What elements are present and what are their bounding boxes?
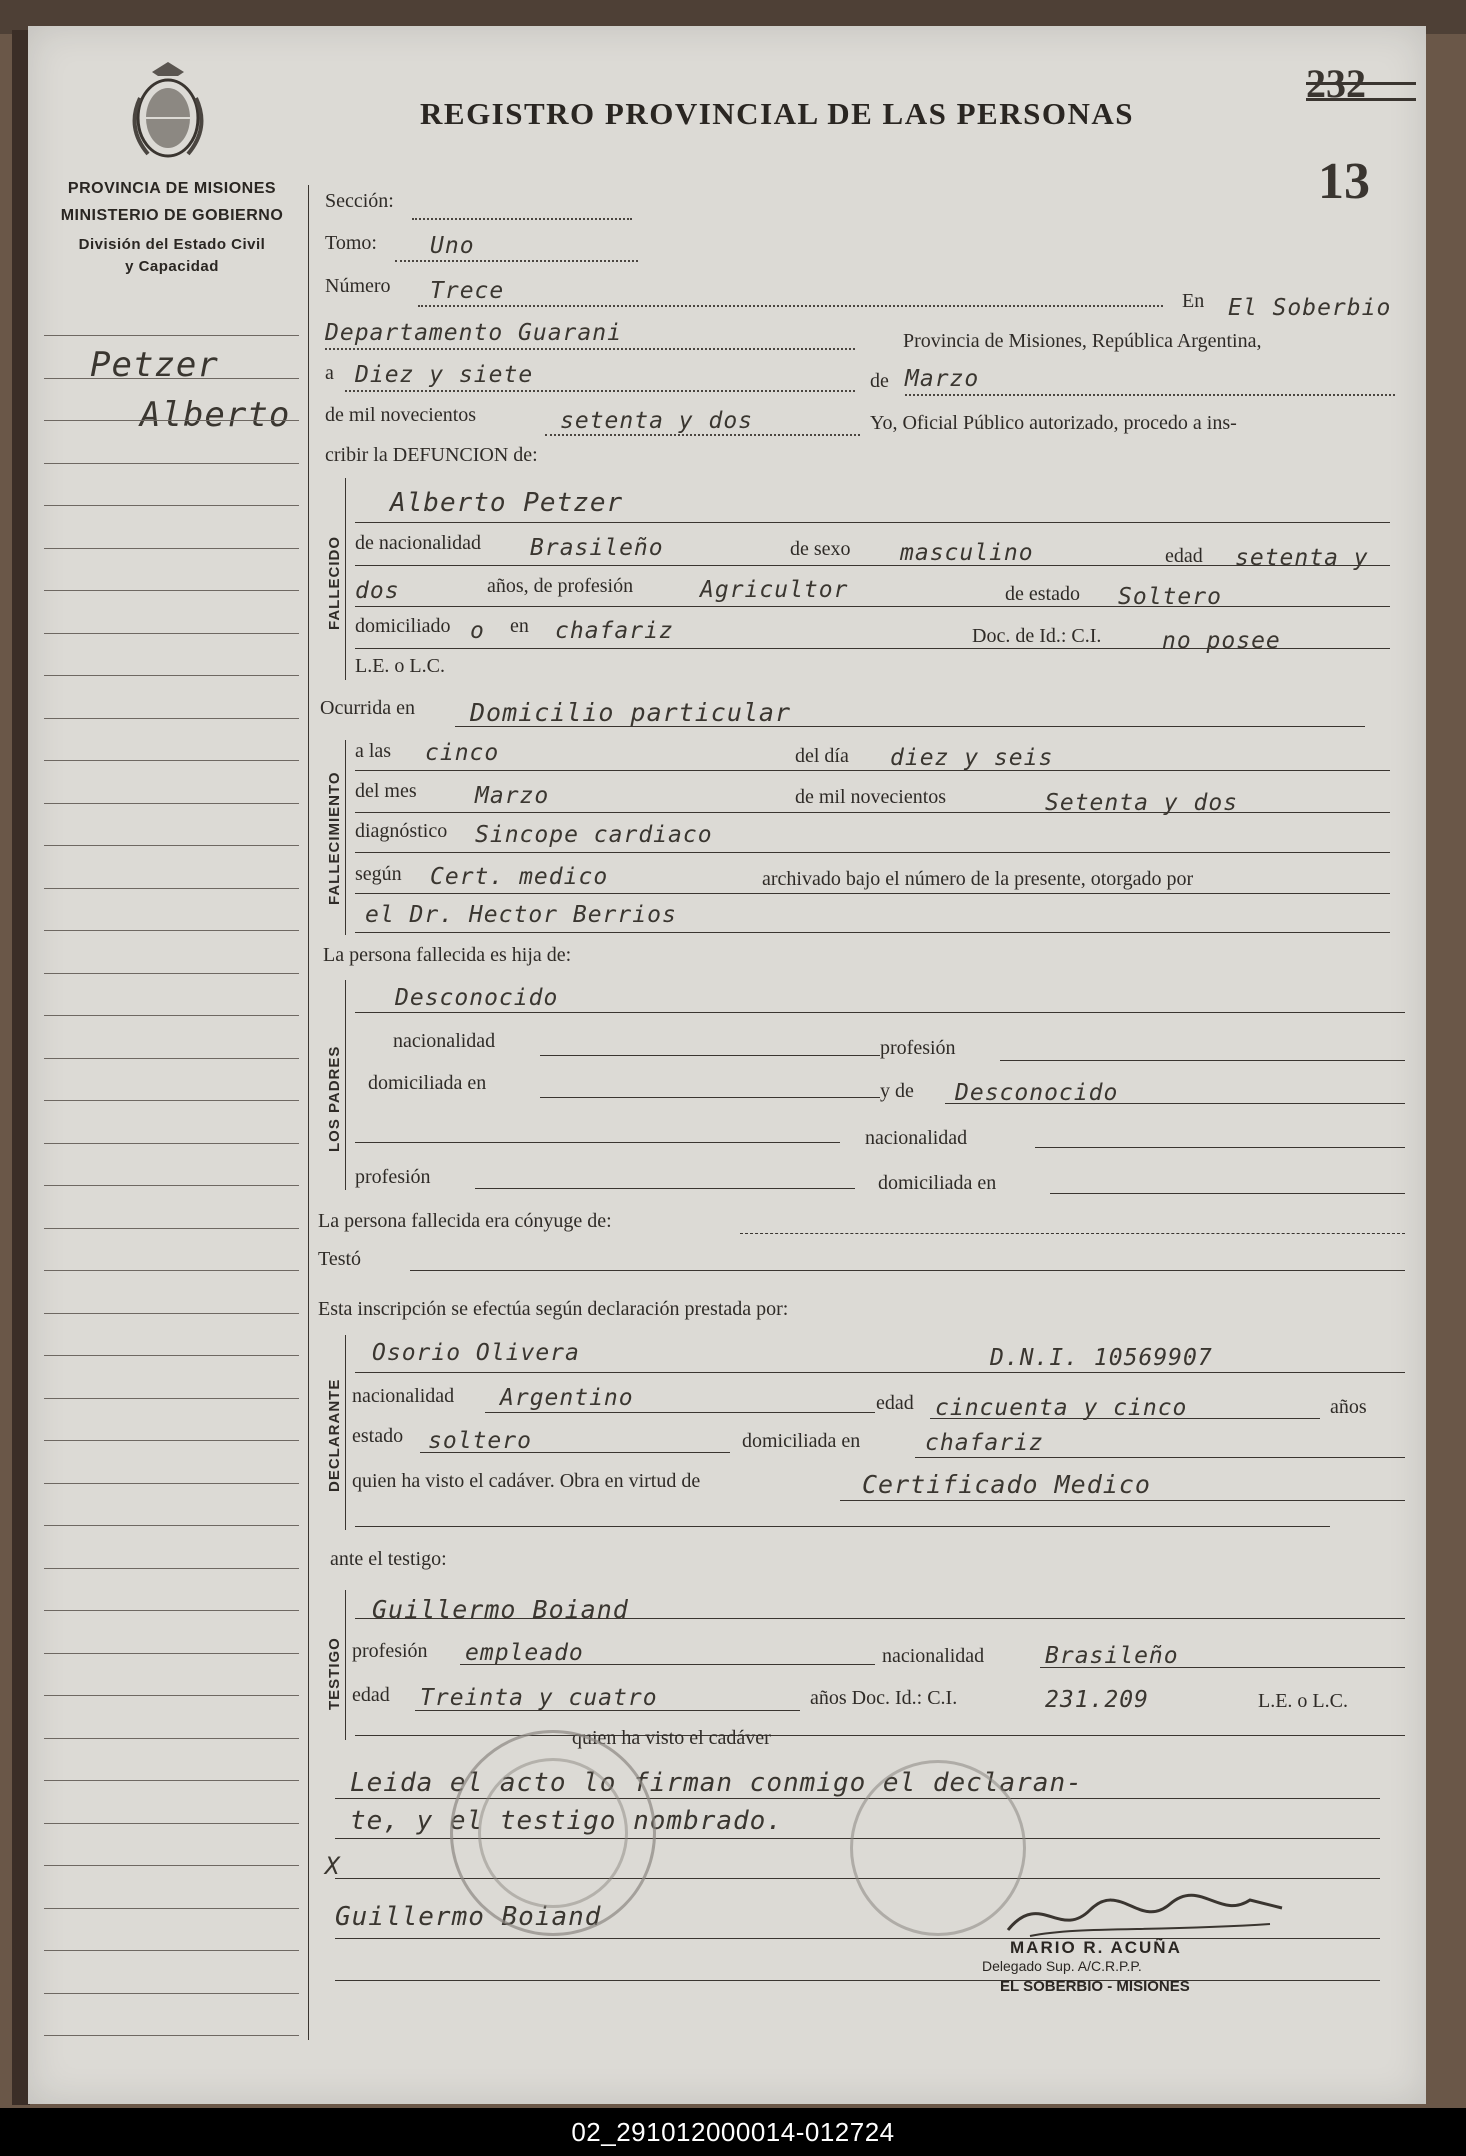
- margin-rule-line: [44, 1653, 299, 1654]
- fallecimiento-line-1: [355, 770, 1390, 771]
- margin-rule-line: [44, 1100, 299, 1101]
- tomo-label: Tomo:: [325, 232, 377, 254]
- leaf-number: 13: [1318, 153, 1370, 210]
- anio-fallecimiento-label: de mil novecientos: [795, 786, 947, 808]
- fallecimiento-line-3: [355, 852, 1390, 853]
- archivado-text: archivado bajo el número de la presente, otorgado por: [762, 868, 1194, 890]
- testigo-bracket: [345, 1590, 346, 1740]
- edad-value-2: dos: [355, 578, 400, 604]
- margin-rule-line: [44, 1865, 299, 1866]
- profesion-label: años, de profesión: [487, 575, 634, 597]
- office-ministry: MINISTERIO DE GOBIERNO: [60, 207, 284, 224]
- declarant-mark: X: [325, 1852, 341, 1880]
- registry-seal-inner: [478, 1758, 628, 1908]
- anio-fallecimiento: Setenta y dos: [1045, 790, 1239, 816]
- fallecido-nombre: Alberto Petzer: [390, 488, 624, 518]
- fallecimiento-line-4: [355, 893, 1390, 894]
- padres-profesion2-line: [475, 1188, 855, 1189]
- margin-rule-line: [44, 1780, 299, 1781]
- official-stamp-name: MARIO R. ACUÑA: [1010, 1938, 1182, 1957]
- edad-value-1: setenta y: [1235, 545, 1369, 571]
- margin-rule-line: [44, 1015, 299, 1016]
- declarante-edad-line: [930, 1418, 1320, 1419]
- office-capacity: y Capacidad: [125, 258, 219, 275]
- padres-line-blank: [355, 1142, 840, 1143]
- padres-domiciliada2-label: domiciliada en: [878, 1172, 997, 1194]
- conyuge-line: [740, 1233, 1405, 1234]
- en-label-2: en: [510, 615, 529, 637]
- margin-rule-line: [44, 1058, 299, 1059]
- testigo-line-4: [355, 1735, 1405, 1736]
- sexo-value: masculino: [900, 540, 1034, 566]
- margin-rule-line: [44, 1610, 299, 1611]
- margin-rule-line: [44, 505, 299, 506]
- numero-line: [418, 305, 1163, 307]
- margin-surname: Petzer: [90, 345, 219, 385]
- ante-testigo-label: ante el testigo:: [330, 1548, 447, 1570]
- fallecido-bracket: [345, 478, 346, 680]
- margin-rule-line: [44, 803, 299, 804]
- testigo-nacionalidad-line: [1040, 1667, 1405, 1668]
- margin-rule-line: [44, 1695, 299, 1696]
- padres-nacionalidad2-line: [1035, 1147, 1405, 1148]
- padre-value: Desconocido: [395, 985, 559, 1011]
- margin-rule-line: [44, 1993, 299, 1994]
- office-province: PROVINCIA DE MISIONES: [67, 180, 277, 197]
- margin-rule-line: [44, 1355, 299, 1356]
- declarante-estado-line: [420, 1452, 730, 1453]
- margin-rule-line: [44, 760, 299, 761]
- diagnostico-value: Sincope cardiaco: [475, 822, 713, 848]
- mes-value: Marzo: [905, 366, 980, 392]
- declarante-edad-label: edad: [876, 1392, 914, 1414]
- declarante-edad: cincuenta y cinco: [935, 1395, 1188, 1421]
- profesion-value: Agricultor: [700, 577, 849, 603]
- dia-value: Diez y siete: [355, 362, 534, 388]
- strike-line: [1306, 82, 1416, 85]
- segun-label: según: [355, 863, 402, 885]
- margin-rule-line: [44, 973, 299, 974]
- margin-rule-line: [44, 1143, 299, 1144]
- margin-rule-line: [44, 845, 299, 846]
- y-de-label: y de: [880, 1080, 914, 1102]
- margin-rule-line: [44, 930, 299, 931]
- declarante-section-label: DECLARANTE: [326, 1378, 343, 1492]
- numero-value: Trece: [430, 278, 505, 304]
- declarante-domiciliada-label: domiciliada en: [742, 1430, 861, 1452]
- official-stamp-title: Delegado Sup. A/C.R.P.P.: [982, 1958, 1142, 1974]
- declarante-bracket: [345, 1335, 346, 1530]
- margin-rule-line: [44, 1185, 299, 1186]
- departamento-value: Departamento Guarani: [325, 320, 622, 346]
- testigo-nombre: Guillermo Boiand: [372, 1595, 629, 1624]
- padres-nacionalidad-label: nacionalidad: [393, 1030, 496, 1052]
- numero-label: Número: [325, 275, 391, 297]
- image-identifier: 02_291012000014-012724: [571, 2117, 895, 2147]
- margin-rule-line: [44, 1908, 299, 1909]
- mes-line: [905, 394, 1395, 396]
- seccion-line: [412, 218, 632, 220]
- office-division: División del Estado Civil: [78, 236, 266, 253]
- estado-label: de estado: [1005, 583, 1080, 605]
- margin-rule-line: [44, 888, 299, 889]
- margin-rule-line: [44, 1483, 299, 1484]
- padres-bracket: [345, 980, 346, 1190]
- nacionalidad-value: Brasileño: [530, 535, 664, 561]
- ocurrida-label: Ocurrida en: [320, 697, 415, 719]
- sexo-label: de sexo: [790, 538, 851, 560]
- hija-label: La persona fallecida es hija de:: [323, 944, 572, 966]
- ocurrida-line: [455, 726, 1365, 727]
- declarante-nacionalidad: Argentino: [500, 1385, 634, 1411]
- padres-profesion2-label: profesión: [355, 1166, 431, 1188]
- anio-label: de mil novecientos: [325, 404, 477, 426]
- doc-value: no posee: [1162, 628, 1281, 654]
- dia-fallecimiento: diez y seis: [890, 745, 1054, 771]
- margin-rule-line: [44, 420, 299, 421]
- declarante-obra-line: [840, 1500, 1405, 1501]
- testigo-nacionalidad-label: nacionalidad: [882, 1645, 985, 1667]
- testigo-section-label: TESTIGO: [326, 1637, 343, 1710]
- margin-rule-line: [44, 1440, 299, 1441]
- margin-rule-line: [44, 1823, 299, 1824]
- margin-rule-line: [44, 590, 299, 591]
- en-label: En: [1182, 290, 1205, 312]
- declarante-estado-label: estado: [352, 1425, 404, 1447]
- declarante-nacionalidad-label: nacionalidad: [352, 1385, 455, 1407]
- declarante-line-blank: [355, 1526, 1330, 1527]
- fallecido-line-4: [355, 648, 1390, 649]
- coat-of-arms-icon: [120, 58, 216, 164]
- padres-nacionalidad-line: [540, 1055, 880, 1056]
- fallecimiento-line-5: [355, 932, 1390, 933]
- testigo-profesion-label: profesión: [352, 1640, 428, 1662]
- margin-rule-line: [44, 2035, 299, 2036]
- declarante-domicilio-line: [915, 1457, 1405, 1458]
- testigo-line-1: [355, 1618, 1405, 1619]
- closing-line-2: te, y el testigo nombrado.: [350, 1806, 783, 1836]
- domicilio-value: chafariz: [555, 618, 674, 644]
- testigo-anios-doc-label: años Doc. Id.: C.I.: [810, 1687, 958, 1709]
- anio-value: setenta y dos: [560, 408, 754, 434]
- closing-rule-5: [335, 1980, 1380, 1981]
- edad-label: edad: [1165, 545, 1203, 567]
- domicilio-pre: o: [470, 618, 485, 644]
- margin-rule-line: [44, 1270, 299, 1271]
- declarante-estado: soltero: [428, 1428, 532, 1454]
- testigo-profesion-line: [460, 1664, 875, 1665]
- margin-rule-line: [44, 633, 299, 634]
- padres-profesion-line: [1000, 1060, 1405, 1061]
- madre-value: Desconocido: [955, 1080, 1119, 1106]
- padres-section-label: LOS PADRES: [326, 1045, 343, 1152]
- fallecido-line-3: [355, 606, 1390, 607]
- provincia-text: Provincia de Misiones, República Argentina,: [903, 330, 1262, 352]
- en-value: El Soberbio: [1228, 295, 1392, 321]
- mes-fallecimiento: Marzo: [475, 783, 550, 809]
- padres-line-1: [355, 1012, 1405, 1013]
- margin-rule-line: [44, 718, 299, 719]
- testigo-le-label: L.E. o L.C.: [1258, 1690, 1348, 1712]
- strike-line: [1306, 98, 1416, 101]
- le-label: L.E. o L.C.: [355, 655, 445, 677]
- de-label: de: [870, 370, 889, 392]
- fallecido-nombre-line: [355, 522, 1390, 523]
- margin-divider: [308, 185, 309, 2040]
- declarante-line-1: [355, 1372, 1405, 1373]
- padres-domiciliada2-line: [1050, 1193, 1405, 1194]
- margin-rule-line: [44, 335, 299, 336]
- declarante-nacionalidad-line: [485, 1412, 875, 1413]
- domiciliado-label: domiciliado: [355, 615, 451, 637]
- inscribir-text: cribir la DEFUNCION de:: [325, 444, 538, 466]
- hora-value: cinco: [425, 740, 500, 766]
- segun-value: Cert. medico: [430, 864, 609, 890]
- testigo-visto-text: quien ha visto el cadáver: [572, 1727, 771, 1749]
- dia-line: [345, 390, 855, 392]
- fallecido-line-2: [355, 565, 1390, 566]
- margin-rule-line: [44, 1950, 299, 1951]
- del-mes-label: del mes: [355, 780, 417, 802]
- declarante-domicilio: chafariz: [925, 1430, 1044, 1456]
- conyuge-label: La persona fallecida era cónyuge de:: [318, 1210, 612, 1232]
- madre-line: [945, 1103, 1405, 1104]
- fallecimiento-section-label: FALLECIMIENTO: [326, 771, 343, 905]
- margin-rule-line: [44, 378, 299, 379]
- a-las-label: a las: [355, 740, 392, 762]
- ocurrida-value: Domicilio particular: [470, 698, 792, 727]
- del-dia-label: del día: [795, 745, 849, 767]
- nacionalidad-label: de nacionalidad: [355, 532, 482, 554]
- tomo-value: Uno: [430, 233, 475, 259]
- anio-line: [545, 434, 860, 436]
- margin-rule-line: [44, 463, 299, 464]
- testigo-edad-line: [415, 1710, 800, 1711]
- padres-nacionalidad2-label: nacionalidad: [865, 1127, 968, 1149]
- declarante-visto-text: quien ha visto el cadáver. Obra en virtud de: [352, 1470, 701, 1492]
- margin-name: Alberto: [140, 395, 291, 435]
- fallecido-section-label: FALLECIDO: [326, 536, 343, 630]
- doc-label: Doc. de Id.: C.I.: [972, 625, 1102, 647]
- declarante-intro: Esta inscripción se efectúa según declaración prestada por:: [318, 1298, 789, 1320]
- estado-value: Soltero: [1118, 584, 1222, 610]
- margin-rule-line: [44, 675, 299, 676]
- official-stamp-place: EL SOBERBIO - MISIONES: [1000, 1978, 1190, 1995]
- witness-signature: Guillermo Boiand: [335, 1902, 602, 1932]
- testigo-nacionalidad: Brasileño: [1045, 1643, 1179, 1669]
- margin-rule-line: [44, 1228, 299, 1229]
- margin-rule-line: [44, 1738, 299, 1739]
- oficial-text: Yo, Oficial Público autorizado, procedo a ins-: [870, 412, 1237, 434]
- declarante-nombre: Osorio Olivera: [372, 1340, 580, 1366]
- margin-rule-line: [44, 1313, 299, 1314]
- padres-domiciliada-line: [540, 1097, 880, 1098]
- padres-profesion-label: profesión: [880, 1037, 956, 1059]
- testigo-profesion: empleado: [465, 1640, 584, 1666]
- diagnostico-label: diagnóstico: [355, 820, 448, 842]
- fallecimiento-bracket: [345, 740, 346, 935]
- margin-rule-line: [44, 1525, 299, 1526]
- declarante-anios-label: años: [1330, 1396, 1367, 1418]
- tomo-line: [395, 260, 638, 262]
- departamento-line: [325, 348, 855, 350]
- testigo-ci: 231.209: [1045, 1687, 1149, 1713]
- declarante-obra: Certificado Medico: [862, 1470, 1151, 1499]
- testigo-edad-label: edad: [352, 1684, 390, 1706]
- margin-rule-line: [44, 1568, 299, 1569]
- margin-rule-line: [44, 1398, 299, 1399]
- otorgado-por: el Dr. Hector Berrios: [365, 902, 677, 928]
- struck-leaf-number: 232: [1306, 61, 1366, 106]
- testo-line: [410, 1270, 1405, 1271]
- testo-label: Testó: [318, 1248, 362, 1270]
- declarante-dni: D.N.I. 10569907: [990, 1345, 1213, 1371]
- testigo-edad: Treinta y cuatro: [420, 1685, 658, 1711]
- fallecimiento-line-2: [355, 812, 1390, 813]
- page-title: REGISTRO PROVINCIAL DE LAS PERSONAS: [420, 96, 1134, 131]
- margin-rule-line: [44, 548, 299, 549]
- seccion-label: Sección:: [325, 190, 394, 212]
- padres-domiciliada-label: domiciliada en: [368, 1072, 487, 1094]
- a-label: a: [325, 362, 334, 384]
- closing-line-1: Leida el acto lo firman conmigo el declaran-: [350, 1768, 1083, 1798]
